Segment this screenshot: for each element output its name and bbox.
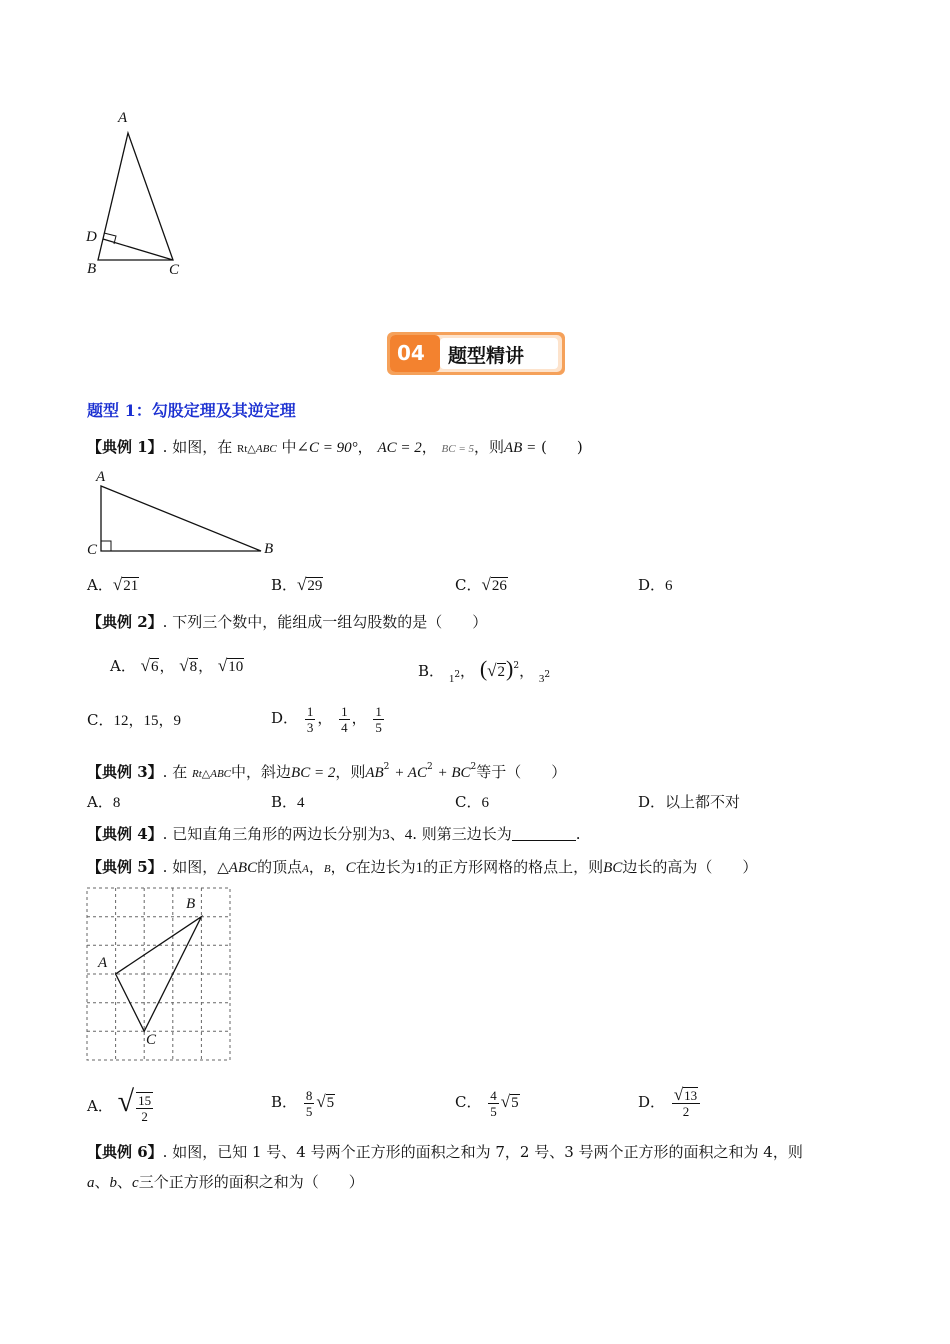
ex2-text: . 下列三个数中，能组成一组勾股数的是（ ） xyxy=(162,613,488,631)
example-5-tag: 【典例 5】 xyxy=(87,858,163,876)
example-4-question: 【典例 4】. 已知直角三角形的两边长分别为3、4. 则第三边长为 . xyxy=(87,825,581,843)
ex1-paren: ( ) xyxy=(541,438,583,456)
ex5-fig-b: B xyxy=(186,896,196,912)
ex3-bc: BC = 2 xyxy=(291,765,336,781)
ex1-ac: AC = 2 xyxy=(377,440,422,456)
ex1-ab: AB = xyxy=(504,440,537,456)
ex1-text-b: 中 xyxy=(281,438,297,456)
ex1-abc: ABC xyxy=(255,443,277,455)
ex1-option-b[interactable]: B．√29 xyxy=(271,575,323,594)
ex3-option-a[interactable]: A．8 xyxy=(87,793,121,811)
top-triangle-figure xyxy=(80,105,200,285)
ex1-option-c[interactable]: C．√26 xyxy=(455,575,507,594)
section-title: 题型 1：勾股定理及其逆定理 xyxy=(87,401,296,420)
ex5-fig-c: C xyxy=(146,1032,157,1048)
top-fig-label-b: B xyxy=(87,261,97,277)
ex1-fig-a: A xyxy=(96,469,106,485)
ex1-text-a: . 如图，在 xyxy=(162,438,233,456)
ex5-option-d[interactable]: D． $\frac{√13}{2}$ xyxy=(638,1080,702,1124)
ex3-option-c[interactable]: C．6 xyxy=(455,793,489,811)
section-banner xyxy=(386,330,567,376)
example-1-figure xyxy=(85,468,285,568)
ex1-rt: Rt xyxy=(237,443,248,455)
ex2-option-a[interactable]: A． √6， √8， √10 xyxy=(110,656,244,675)
banner-title: 题型精讲 xyxy=(448,345,525,367)
ex1-fig-b: B xyxy=(264,541,274,557)
top-fig-label-c: C xyxy=(169,262,180,278)
ex1-option-a[interactable]: A．√21 xyxy=(87,575,139,594)
ex5-fig-a: A xyxy=(98,955,108,971)
example-4-tag: 【典例 4】 xyxy=(87,825,163,843)
example-2-tag: 【典例 2】 xyxy=(87,613,163,631)
ex3-option-d[interactable]: D．以上都不对 xyxy=(638,793,741,811)
ex1-fig-c: C xyxy=(87,542,98,558)
example-5-question: 【典例 5】. 如图，△ABC的顶点A，B，C在边长为1的正方形网格的格点上，则BC边长的高为（ ） xyxy=(87,858,758,876)
ex1-option-d[interactable]: D．6 xyxy=(638,576,673,594)
ex2-option-b[interactable]: B． $_1$2， $(√2)^2$， $_3$2 xyxy=(418,656,551,685)
example-6-tag: 【典例 6】 xyxy=(87,1143,163,1161)
ex5-option-a[interactable]: A． √ $\frac{15}{2}$ xyxy=(87,1085,152,1124)
ex2-option-c[interactable]: C．12，15，9 xyxy=(87,711,181,729)
banner-number: 04 xyxy=(397,341,425,365)
example-2-question xyxy=(87,612,487,632)
ex1-angle: ∠C = 90° xyxy=(296,440,358,456)
example-6-question-line1: 【典例 6】. 如图，已知 1 号、4 号两个正方形的面积之和为 7，2 号、3 号两个正方形的面积之和为 4，则 xyxy=(87,1143,803,1161)
ex5-option-b[interactable]: B． $\frac{8}{5}$ √5 xyxy=(271,1087,335,1119)
ex2-option-d[interactable]: D． $\frac{1}{3}$ ， $\frac{1}{4}$ ， $\frac{1}{5}$ xyxy=(271,703,382,735)
example-6-question-line2: a、b、c三个正方形的面积之和为（ ） xyxy=(87,1173,364,1191)
example-5-grid-figure xyxy=(85,886,233,1064)
ex1-tri: △ xyxy=(247,442,256,455)
example-1-question: 【典例 1】. 如图，在 Rt△ABC 中∠C = 90°， AC = 2， BC = 5，则AB = ( ) xyxy=(87,438,583,456)
ex1-text-c: ，则 xyxy=(474,438,505,456)
example-1-tag: 【典例 1】 xyxy=(87,438,163,456)
ex1-bc: BC = 5 xyxy=(441,443,474,455)
example-3-tag: 【典例 3】 xyxy=(87,763,163,781)
ex4-answer-blank[interactable] xyxy=(512,826,576,841)
top-fig-label-d: D xyxy=(86,229,97,245)
top-fig-label-a: A xyxy=(118,110,128,126)
ex3-option-b[interactable]: B．4 xyxy=(271,793,305,811)
ex3-rt: Rt△ABC xyxy=(192,768,232,780)
example-3-question: 【典例 3】. 在 Rt△ABC中，斜边BC = 2，则$AB^2 + AC^2 + BC^2$等于（ ） xyxy=(87,762,567,781)
ex5-option-c[interactable]: C． $\frac{4}{5}$ √5 xyxy=(455,1087,519,1119)
